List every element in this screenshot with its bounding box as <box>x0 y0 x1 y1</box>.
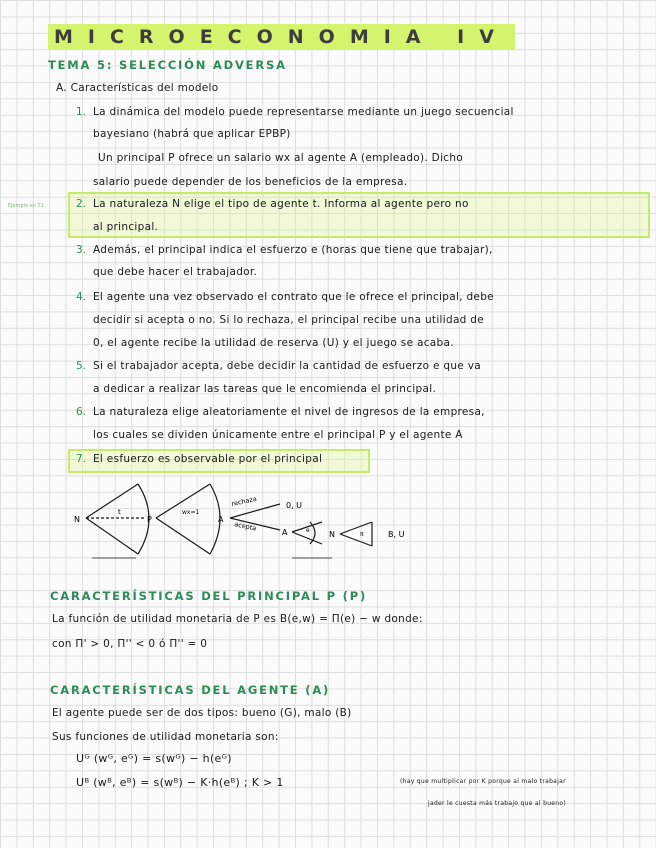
item-line: El esfuerzo es observable por el principal <box>93 453 323 465</box>
node-a-label: A <box>218 515 224 524</box>
node-n2-label: N <box>329 530 335 539</box>
item-number: 3. <box>76 244 87 256</box>
node-n-label: N <box>74 515 80 524</box>
principal-conditions-line: con Π' > 0, Π'' < 0 ó Π'' = 0 <box>52 638 208 650</box>
item-line: a dedicar a realizar las tareas que le encomienda el principal. <box>93 383 437 395</box>
node-a2-label: A <box>282 528 288 537</box>
item-line: que debe hacer el trabajador. <box>93 266 258 278</box>
formula-good: Uᴳ (wᴳ, eᴳ) = s(wᴳ) − h(eᴳ) <box>76 752 232 765</box>
node-p-label: P <box>147 515 152 524</box>
tree-branch <box>156 518 210 554</box>
agente-utility-intro: Sus funciones de utilidad monetaria son: <box>52 731 279 743</box>
margin-note: Ejemplo en T1 <box>8 203 44 209</box>
item-line: decidir si acepta o no. Si lo rechaza, el principal recibe una utilidad de <box>93 314 485 326</box>
item-line: al principal. <box>93 221 159 233</box>
node-pi-label: π <box>360 531 364 538</box>
payoff-final-label: B, U <box>388 530 405 539</box>
item-line: salario puede depender de los beneficios de la empresa. <box>93 176 408 188</box>
formula-bad: Uᴮ (wᴮ, eᴮ) = s(wᴮ) − K·h(eᴮ) ; K > 1 <box>76 776 284 789</box>
game-tree-diagram <box>70 478 430 570</box>
note-line-2: jader le cuesta más trabajo que al bueno) <box>428 800 566 807</box>
node-wx-label: wx=1 <box>182 509 200 516</box>
item-line: La naturaleza elige aleatoriamente el nivel de ingresos de la empresa, <box>93 406 485 418</box>
topic-heading: TEMA 5: SELECCIÓN ADVERSA <box>48 58 287 72</box>
principal-heading: CARACTERÍSTICAS DEL PRINCIPAL P (P) <box>50 589 368 603</box>
item-number: 1. <box>76 106 87 118</box>
branch-reject-label: rechaza <box>230 494 258 508</box>
item-number: 2. <box>76 198 87 210</box>
item-line: Además, el principal indica el esfuerzo e (horas que tiene que trabajar), <box>93 244 493 256</box>
branch-accept-label: acepta <box>233 520 257 533</box>
item-line: los cuales se dividen únicamente entre el principal P y el agente A <box>93 429 463 441</box>
principal-utility-line: La función de utilidad monetaria de P es B(e,w) = Π(e) − w donde: <box>52 613 423 625</box>
tree-branch <box>86 518 138 554</box>
item-number: 7. <box>76 453 87 465</box>
section-a-heading: A. Características del modelo <box>56 82 219 94</box>
item-line: Si el trabajador acepta, debe decidir la cantidad de esfuerzo e que va <box>93 360 481 372</box>
item-line: La naturaleza N elige el tipo de agente t. Informa al agente pero no <box>93 198 469 210</box>
item-line: bayesiano (habrá que aplicar EPBP) <box>93 128 291 140</box>
page-title: MICROECONOMIA IV <box>48 24 515 50</box>
agente-types-line: El agente puede ser de dos tipos: bueno (G), malo (B) <box>52 707 352 719</box>
tree-branch <box>340 522 372 534</box>
node-e-label: e <box>306 527 310 534</box>
item-number: 4. <box>76 291 87 303</box>
tree-branch <box>86 484 138 518</box>
agente-heading: CARACTERÍSTICAS DEL AGENTE (A) <box>50 683 331 697</box>
item-number: 6. <box>76 406 87 418</box>
node-t-label: t <box>118 508 121 516</box>
item-line: La dinámica del modelo puede representarse mediante un juego secuencial <box>93 106 514 118</box>
payoff-reject-label: 0, U <box>286 501 303 510</box>
item-line: Un principal P ofrece un salario wx al agente A (empleado). Dicho <box>98 152 464 164</box>
item-number: 5. <box>76 360 87 372</box>
item-line: El agente una vez observado el contrato que le ofrece el principal, debe <box>93 291 494 303</box>
tree-branch <box>340 534 372 546</box>
note-line-1: (hay que multiplicar por K porque al malo trabajar <box>400 778 566 785</box>
item-line: 0, el agente recibe la utilidad de reserva (U) y el juego se acaba. <box>93 337 454 349</box>
